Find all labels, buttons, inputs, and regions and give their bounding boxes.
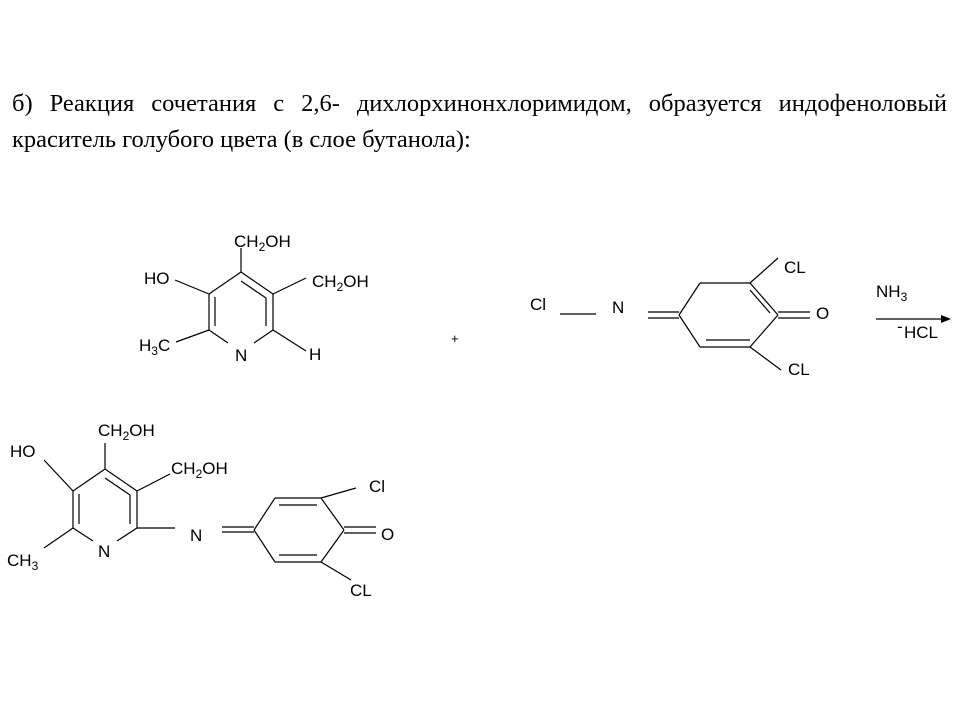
condition-hcl-label: HCL — [904, 323, 939, 342]
r1-ring-nitrogen-label: N — [235, 346, 248, 365]
heading-line-2: индофеноловый краситель голубого цвета (в слое бутанола): — [12, 90, 947, 153]
condition-nh3-label: $NH_3$ — [876, 282, 908, 304]
indophenol-product-structure — [7, 421, 394, 600]
r2-cl-top-label: CL — [784, 258, 806, 277]
product-top-ch2oh-label: $CH_2OH$ — [98, 421, 155, 443]
condition-minus-sign: - — [897, 317, 903, 336]
product-cl-bottom-label: CL — [350, 581, 372, 600]
product-imine-nitrogen-label: N — [190, 526, 203, 545]
r1-top-ch2oh-label: $CH_2OH$ — [234, 232, 291, 254]
r1-right-ch2oh-label: $CH_2OH$ — [312, 272, 369, 294]
heading-line-1: б) Реакция сочетания с 2,6- дихлорхинонхлоримидом, образуется — [12, 90, 762, 117]
product-ring-nitrogen-label: N — [98, 542, 111, 561]
r2-nitrogen-label: N — [612, 298, 625, 317]
r1-methyl-label: $H_3C$ — [139, 336, 171, 358]
r2-cl-left-label: Cl — [530, 295, 547, 314]
product-right-ch2oh-label: $CH_2OH$ — [171, 459, 228, 481]
chlorimide-bonds — [560, 258, 810, 370]
r1-ho-label: HO — [144, 269, 170, 288]
r1-hydrogen-label: H — [309, 345, 322, 364]
product-cl-top-label: Cl — [369, 477, 386, 496]
reaction-arrow — [876, 315, 951, 323]
product-methyl-label: $CH_3$ — [7, 551, 39, 573]
product-ho-label: HO — [10, 442, 36, 461]
pyridoxine-bonds — [175, 248, 306, 351]
pyridoxine-structure — [139, 232, 369, 365]
product-oxygen-label: O — [381, 525, 395, 544]
r2-oxygen-label: O — [816, 304, 830, 323]
plus-sign: + — [451, 331, 459, 346]
r2-cl-bottom-label: CL — [788, 360, 810, 379]
chlorimide-structure — [530, 258, 829, 379]
